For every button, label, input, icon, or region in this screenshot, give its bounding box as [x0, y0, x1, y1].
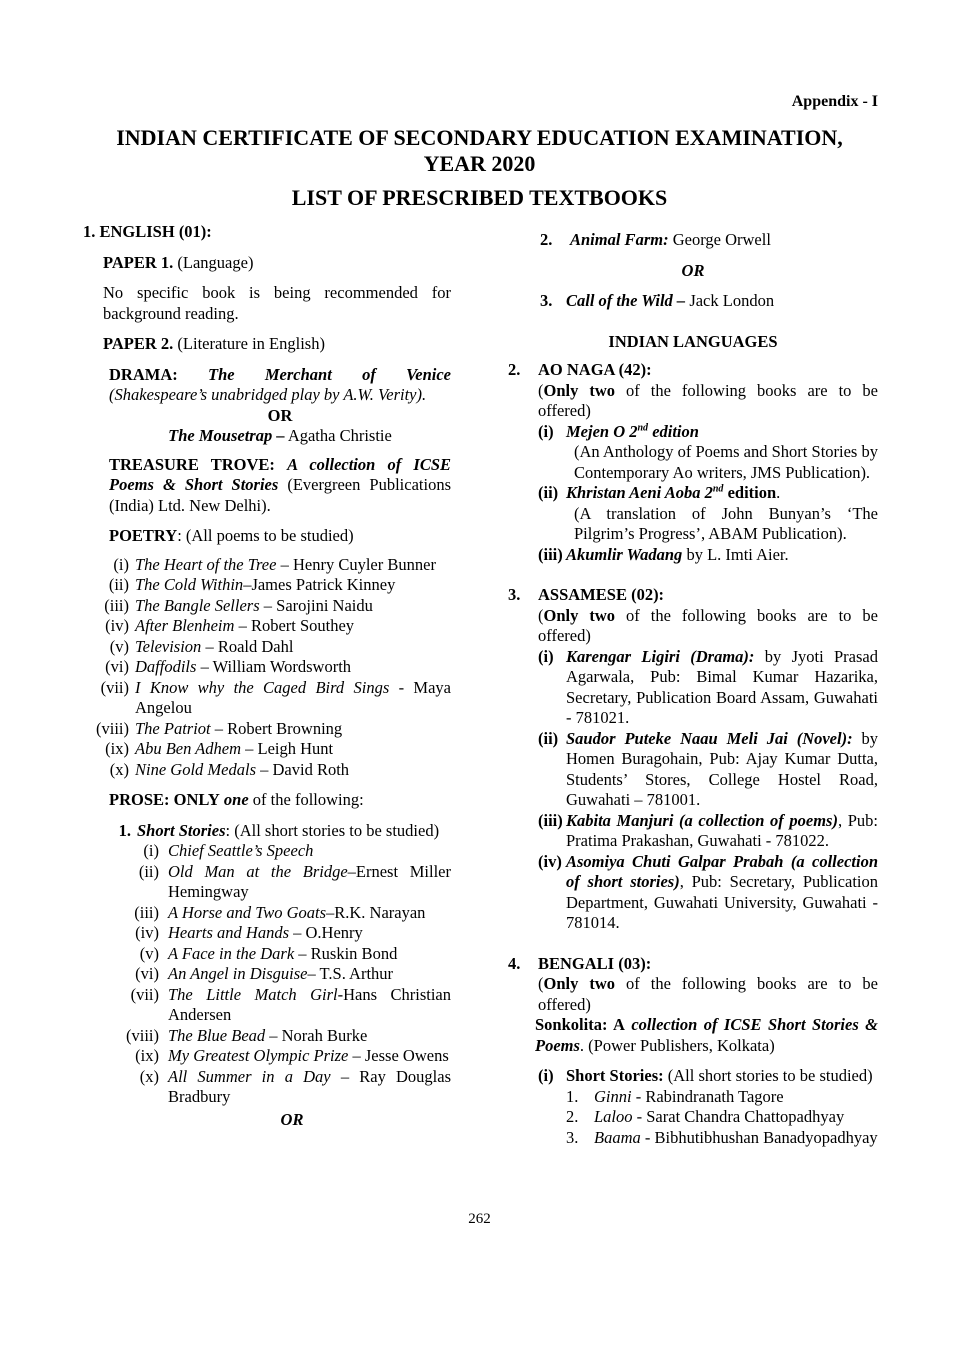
title-line-1: INDIAN CERTIFICATE OF SECONDARY EDUCATION EXAMINATION,	[116, 125, 843, 150]
paper2-label: PAPER 2.	[103, 334, 174, 353]
assamese-heading: ASSAMESE (02):	[538, 585, 665, 604]
bengali-story-list	[566, 1087, 878, 1149]
list-item: (ii) The Cold Within–James Patrick Kinney	[108, 575, 396, 594]
list-item: (i) Mejen O 2nd edition (An Anthology of Poems and Short Stories by Contemporary Ao writers, JMS Publication).	[538, 421, 878, 482]
poetry-heading	[109, 526, 451, 547]
list-item: (i) Karengar Ligiri (Drama): by Jyoti Prasad Agarwala, Pub: Bimal Kumar Hazarika, Secretary, Publication Board Assam, Guwahati - 781021.	[538, 646, 878, 727]
list-item: (viii) The Blue Bead – Norah Burke	[126, 1025, 368, 1045]
bengali-section: 4. BENGALI (03): (Only two of the following books are to be offered) Sonkolita: A collection of ICSE Short Stories & Poems. (Power Publishers, Kolkata) (i) Short Stories: (All short stories to be studied) 1. Ginni - Rabindranath Tagore 2. Laloo - Sarat Chandra Chattopadhyay 3. Baama - Bibhutibhushan Banadyopadhyay	[508, 953, 879, 1147]
list-item: (i) Chief Seattle’s Speech	[143, 841, 314, 860]
page-number: 262	[468, 1211, 491, 1227]
ao-naga-heading: AO NAGA (42):	[538, 360, 652, 379]
drama-title: The Merchant of Venice	[208, 364, 451, 384]
novel-call-of-the-wild: 3. Call of the Wild – Jack London	[540, 291, 775, 310]
story-list	[109, 841, 451, 1108]
treasure-label: TREASURE TROVE:	[109, 454, 275, 474]
english-heading: 1. ENGLISH (01):	[83, 222, 212, 241]
list-item: (vii) The Little Match Girl-Hans Christian Andersen	[130, 984, 452, 1024]
paper1	[103, 253, 451, 274]
paper1-note: No specific book is being recommended for background reading.	[103, 283, 451, 323]
list-item: (x) Nine Gold Medals – David Roth	[109, 759, 350, 779]
appendix-label: Appendix - I	[791, 93, 878, 110]
list-item: (vi) An Angel in Disguise– T.S. Arthur	[135, 964, 394, 983]
left-column	[83, 222, 451, 1130]
list-item: (i) The Heart of the Tree – Henry Cuyler Bunner	[113, 554, 436, 574]
bengali-heading: BENGALI (03):	[538, 953, 652, 973]
bengali-note: (Only two of the following books are to be offered)	[538, 974, 878, 1014]
right-column	[508, 230, 878, 1148]
treasure-pub: (Evergreen Publications (India) Ltd. New Delhi).	[109, 475, 451, 515]
short-stories-heading: 1. Short Stories: (All short stories to be studied)	[118, 820, 440, 840]
list-item: (x) All Summer in a Day – Ray Douglas Bradbury	[139, 1066, 451, 1106]
poetry-note: : (All poems to be studied)	[177, 526, 354, 545]
assamese-section: 3. ASSAMESE (02): (Only two of the following books are to be offered) (i) Karengar Ligiri (Drama): by Jyoti Prasad Agarwala, Pub: Bimal Kumar Hazarika, Secretary, Publication Board Assam, Guwahati - 781021. (ii) Saudor Puteke Naau Meli Jai (Novel): by Homen Buragohain, Pub: Ajay Kumar Dutta, Students’ Stores, College Hostel Road, Guwahati – 781001. (iii) Kabita Manjuri (a collection of poems), Pub: Pratima Prakashan, Guwahati - 781022. (iv) Asomiya Chuti Galpar Prabah (a collection of short stories), Pub: Secretary, Publication Department, Guwahati University, Guwahati - 781014.	[508, 585, 878, 932]
list-item: (iii) Akumlir Wadang by L. Imti Aier.	[538, 544, 789, 564]
paper1-text: (Language)	[177, 252, 254, 272]
novel-animal-farm: 2. Animal Farm: George Orwell	[540, 230, 771, 249]
list-item: (ii) Saudor Puteke Naau Meli Jai (Novel): by Homen Buragohain, Pub: Ajay Kumar Dutta, Students’ Stores, College Hostel Road, Guwahati – 781001.	[538, 728, 878, 809]
list-item: (iii) A Horse and Two Goats–R.K. Narayan	[134, 902, 426, 922]
treasure-trove	[109, 455, 451, 517]
list-item: 3. Baama - Bibhutibhushan Banadyopadhyay	[566, 1127, 878, 1147]
list-item: (ix) My Greatest Olympic Prize – Jesse Owens	[135, 1046, 449, 1065]
list-item: (iii) Kabita Manjuri (a collection of poems), Pub: Pratima Prakashan, Guwahati - 781022.	[538, 810, 878, 850]
list-item: (viii) The Patriot – Robert Browning	[96, 718, 343, 738]
or-separator: OR	[267, 405, 293, 425]
list-item: (v) Television – Roald Dahl	[109, 636, 294, 656]
list-item: (ix) Abu Ben Adhem – Leigh Hunt	[105, 739, 334, 758]
sonkolita: Sonkolita: A collection of ICSE Short Stories & Poems. (Power Publishers, Kolkata)	[535, 1015, 879, 1055]
paper2	[103, 334, 451, 355]
drama-detail: (Shakespeare’s unabridged play by A.W. Verity).	[109, 385, 427, 404]
list-item: 1. Ginni - Rabindranath Tagore	[566, 1086, 784, 1106]
drama-label: DRAMA:	[109, 364, 178, 384]
indian-languages-heading: INDIAN LANGUAGES	[608, 331, 778, 351]
page-title	[0, 125, 959, 177]
list-item: (ii) Khristan Aeni Aoba 2nd edition. (A translation of John Bunyan’s ‘The Pilgrim’s Progress’, ABAM Publication).	[538, 483, 878, 543]
drama-block	[109, 365, 451, 547]
or-separator: OR	[280, 1109, 304, 1129]
mousetrap-author: Agatha Christie	[287, 426, 392, 445]
list-item: (ii) Old Man at the Bridge–Ernest Miller Hemingway	[138, 861, 451, 901]
or-separator: OR	[681, 260, 705, 280]
list-item: (vi) Daffodils – William Wordsworth	[105, 657, 352, 676]
list-item: (v) A Face in the Dark – Ruskin Bond	[139, 943, 398, 963]
drama-line	[109, 365, 451, 386]
bengali-short-stories: (i) Short Stories: (All short stories to be studied)	[538, 1066, 873, 1085]
list-item: (iv) Hearts and Hands – O.Henry	[135, 923, 363, 942]
list-item: (iv) After Blenheim – Robert Southey	[105, 616, 355, 635]
poetry-label: POETRY	[109, 526, 178, 545]
list-item: (iv) Asomiya Chuti Galpar Prabah (a collection of short stories), Pub: Secretary, Publication Department, Guwahati University, Guwahati - 781014.	[538, 851, 878, 932]
ao-naga-note: (Only two of the following books are to be offered)	[538, 380, 878, 420]
list-item: 2. Laloo - Sarat Chandra Chattopadhyay	[566, 1107, 845, 1126]
paper2-text: (Literature in English)	[177, 334, 325, 353]
english-papers	[96, 252, 452, 1131]
paper1-label: PAPER 1.	[103, 252, 174, 272]
assamese-note: (Only two of the following books are to be offered)	[538, 605, 878, 645]
mousetrap-line	[109, 426, 451, 447]
poem-list	[79, 555, 451, 781]
title-line-2: YEAR 2020	[423, 151, 536, 176]
list-item: (vii) I Know why the Caged Bird Sings - Maya Angelou	[100, 677, 451, 717]
page-subtitle: LIST OF PRESCRIBED TEXTBOOKS	[291, 185, 668, 210]
prose-heading: PROSE: ONLY one of the following:	[109, 790, 364, 809]
mousetrap-title: The Mousetrap –	[168, 426, 285, 445]
list-item: (iii) The Bangle Sellers – Sarojini Naidu	[104, 595, 373, 615]
treasure-title: A collection of ICSE Poems & Short Stories	[109, 454, 452, 494]
ao-naga-section: 2. AO NAGA (42): (Only two of the following books are to be offered) (i) Mejen O 2nd edition (An Anthology of Poems and Short Stories by Contemporary Ao writers, JMS Publication). (ii) Khristan Aeni Aoba 2nd edition. (A translation of John Bunyan’s ‘The Pilgrim’s Progress’, ABAM Publication). (iii) Akumlir Wadang by L. Imti Aier.	[508, 360, 878, 564]
